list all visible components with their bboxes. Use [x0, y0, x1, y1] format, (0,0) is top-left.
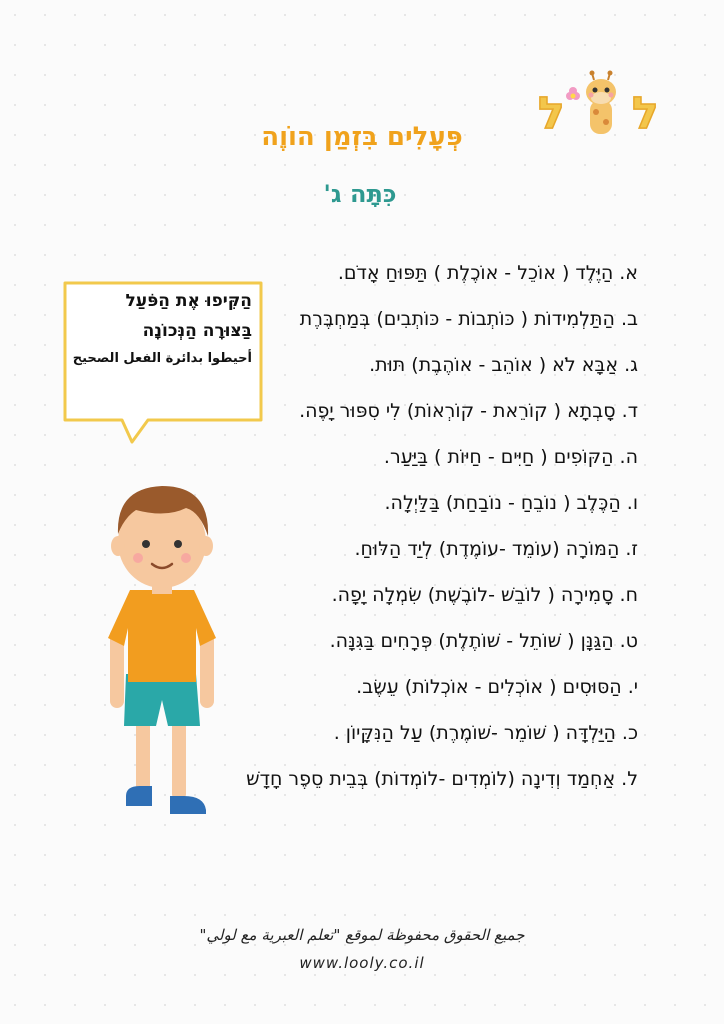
sentence-text[interactable]: הַגַּנָּן ( שׁוֹתֵל - שׁוֹתֶלֶת) פְּרָחִים בַּגִּנָּה.: [329, 630, 614, 652]
sentence-letter: כ.: [621, 722, 638, 744]
sentence-item: [218, 664, 638, 710]
instruction-hebrew-line2: בַּצּוּרָה הַנְּכוֹנָה: [142, 321, 252, 341]
sentence-text[interactable]: סָמִירָה ( לוֹבֵשׁ -לוֹבֶשֶׁת) שִׂמְלָה יָפָה.: [331, 584, 614, 606]
page-title: פְּעָלִים בִּזְמַן הוֹוֶה: [261, 122, 463, 152]
sentence-item: [218, 388, 638, 434]
instruction-arabic: أحيطوا بدائرة الفعل الصحيح: [72, 351, 252, 366]
grade-subtitle: כִּתָּה ג': [323, 180, 397, 208]
sentence-letter: ח.: [619, 584, 638, 606]
sentence-letter: ט.: [619, 630, 638, 652]
sentence-text[interactable]: אַחְמַד וְדִינָה (לוֹמְדִים -לוֹמְדוֹת) בְּבֵית סֵפֶר חָדָשׁ: [246, 768, 616, 790]
sentence-item: [218, 526, 638, 572]
sentence-item: [218, 250, 638, 296]
boy-illustration: [96, 478, 230, 824]
boy-icon: [96, 478, 230, 824]
sentence-item: [218, 756, 638, 802]
sentence-item: [218, 618, 638, 664]
sentence-letter: ד.: [621, 400, 638, 422]
sentence-text[interactable]: הַיֶּלֶד ( אוֹכֵל - אוֹכֶלֶת ) תַּפּוּחַ אָדֹם.: [337, 262, 614, 284]
sentence-text[interactable]: הַכֶּלֶב ( נוֹבֵחַ - נוֹבַחַת) בַּלַּיְלָה.: [384, 492, 621, 514]
sentence-letter: ו.: [626, 492, 638, 514]
instruction-hebrew-line1: הַקִּיפוּ אֶת הַפֹּעַל: [125, 291, 252, 311]
sentence-text[interactable]: הַסּוּסִים ( אוֹכְלִים - אוֹכְלוֹת) עֵשֶׂב.: [356, 676, 622, 698]
sentence-letter: א.: [619, 262, 638, 284]
sentence-text[interactable]: הַתַּלְמִידוֹת ( כּוֹתְבוֹת - כּוֹתְבִים) בְּמַחְבֶּרֶת: [299, 308, 615, 330]
sentence-letter: י.: [627, 676, 638, 698]
footer-url-link[interactable]: www.looly.co.il: [299, 954, 425, 972]
sentence-letter: ג.: [624, 354, 638, 376]
sentence-item: [218, 572, 638, 618]
sentence-text[interactable]: הַמּוֹרָה (עוֹמֵד -עוֹמֶדֶת) לְיַד הַלּוּחַ.: [354, 538, 620, 560]
sentence-letter: ל.: [621, 768, 638, 790]
sentence-letter: ב.: [620, 308, 638, 330]
sentence-list: [218, 250, 638, 802]
sentence-text[interactable]: הַקּוֹפִים ( חַיִּים - חַיּוֹת ) בַּיַּעַר.: [383, 446, 614, 468]
sentence-text[interactable]: אַבָּא לֹא ( אוֹהֵב - אוֹהֶבֶת) תּוּת.: [369, 354, 619, 376]
sentence-item: [218, 710, 638, 756]
sentence-item: [218, 480, 638, 526]
sentence-item: [218, 434, 638, 480]
sentence-item: [218, 342, 638, 388]
sentence-text[interactable]: הַיַּלְדָּה ( שׁוֹמֵר -שׁוֹמֶרֶת) עַל הַנִּקָּיוֹן .: [333, 722, 616, 744]
svg-text:ל: ל: [632, 88, 659, 139]
sentence-item: [218, 296, 638, 342]
sentence-letter: ה.: [619, 446, 638, 468]
svg-text:ל: ל: [538, 88, 565, 139]
sentence-text[interactable]: סָבְתָא ( קוֹרֵאת - קוֹרְאוֹת) לִי סִפּוּר יָפֶה.: [299, 400, 616, 422]
sentence-letter: ז.: [625, 538, 638, 560]
footer-rights: جميع الحقوق محفوظة لموقع "تعلم العبرية مع لولي": [199, 926, 525, 944]
